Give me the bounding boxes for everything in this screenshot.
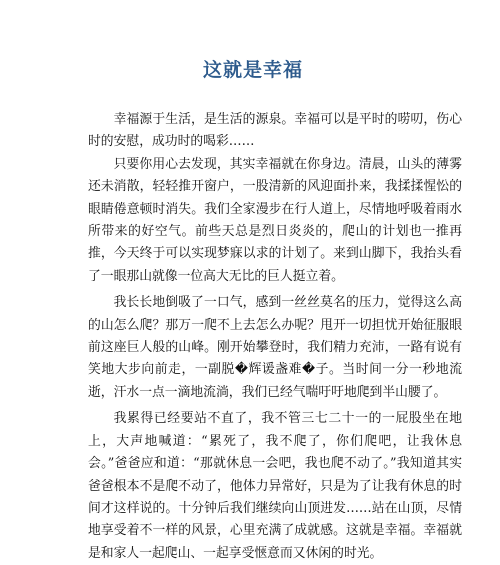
paragraph-2: 只要你用心去发现，其实幸福就在你身边。清晨，山头的薄雾还未消散，轻轻推开窗户，一股清新的风迎面扑来，我揉揉惺忪的眼睛倦意顿时消失。我们全家漫步在行人道上，尽情地呼吸着雨水所带来的好空气。前些天总是烈日炎炎的，爬山的计划也一推再推，今天终于可以实现梦寐以求的计划了。来到山脚下，我抬头看了一眼那山就像一位高大无比的巨人挺立着。: [88, 156, 462, 284]
article-title: 这就是幸福: [202, 59, 303, 81]
paragraph-3: 我长长地倒吸了一口气，感到一丝丝莫名的压力，觉得这么高的山怎么爬？那万一爬不上去怎么办呢？甩开一切担忧开始征服眼前这座巨人般的山峰。刚开始攀登时，我们精力充沛，一路有说有笑地大步向前走，一副脱�辉谖盏难�子。当时间一分一秒地流逝，汗水一点一滴地流淌，我们已经气喘吁吁地爬到半山腰了。: [88, 295, 462, 400]
paragraph-1: 幸福源于生活，是生活的源泉。幸福可以是平时的唠叨，伤心时的安慰，成功时的喝彩……: [88, 112, 462, 150]
paragraph-4: 我累得已经要站不直了，我不管三七二十一的一屁股坐在地上，大声地喊道：“累死了，我不爬了，你们爬吧，让我休息会。”爸爸应和道：“那就休息一会吧，我也爬不动了。”我知道其实爸爸根本不是爬不动了，他体力异常好，只是为了让我有休息的时间才这样说的。十分钟后我们继续向山顶进发……站在山顶，尽情地享受着不一样的风景，心里充满了成就感。这就是幸福。幸福就是和家人一起爬山、一起享受惬意而又休闲的时光。: [88, 411, 462, 561]
